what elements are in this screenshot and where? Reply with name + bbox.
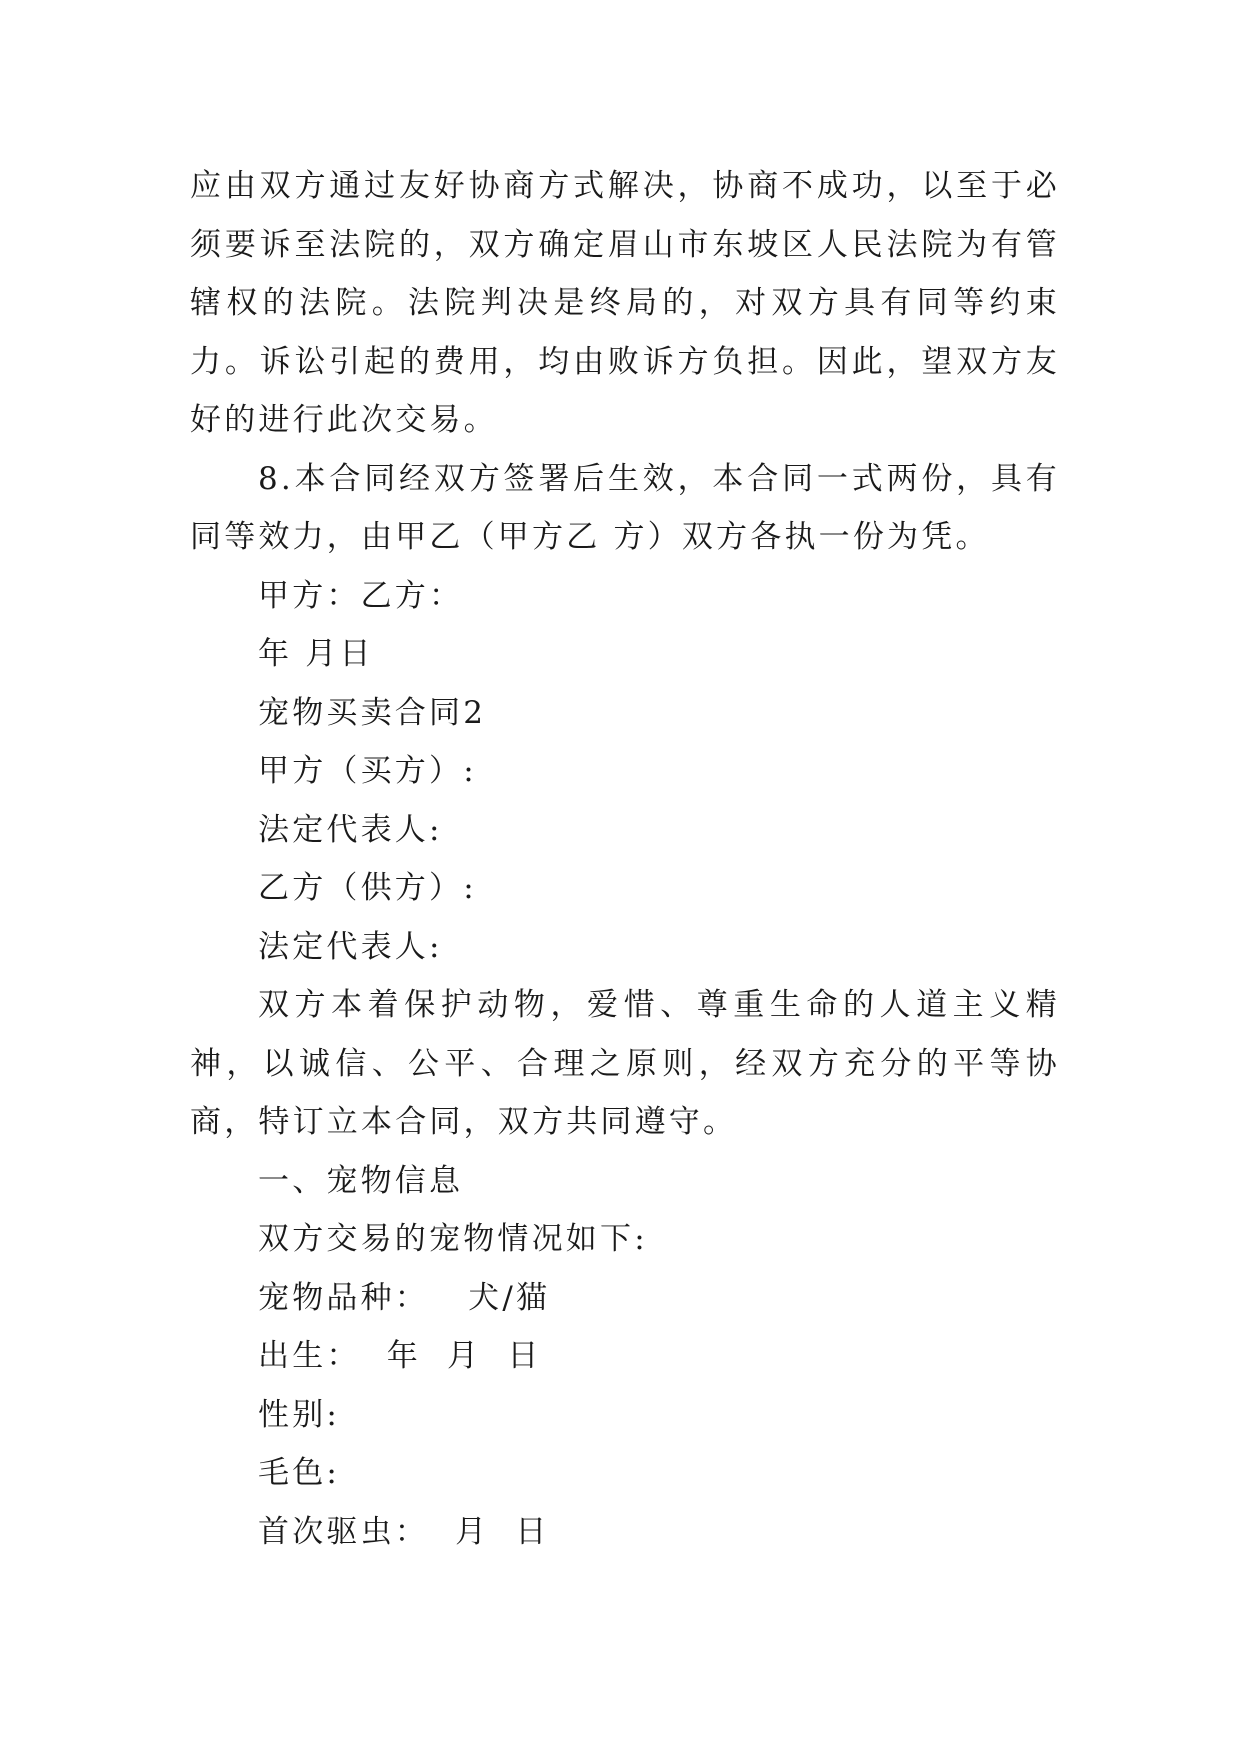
effective-clause-paragraph: 8.本合同经双方签署后生效，本合同一式两份，具有同等效力，由甲乙（甲方乙 方）双方各执一份为凭。: [190, 460, 1060, 555]
intro-paragraph: 双方本着保护动物，爱惜、尊重生命的人道主义精神，以诚信、公平、合理之原则，经双方充分的平等协商，特订立本合同，双方共同遵守。: [190, 987, 1060, 1140]
pet-deworm: 首次驱虫： 月 日: [258, 1513, 550, 1550]
signature-parties: 甲方：乙方：: [258, 577, 464, 614]
party-a-representative: 法定代表人:: [258, 811, 443, 848]
party-b-representative: 法定代表人:: [258, 928, 443, 965]
pet-birth: 出生： 年 月 日: [258, 1338, 542, 1374]
pet-sex: 性别:: [258, 1396, 341, 1433]
party-b-label: 乙方（供方）:: [258, 870, 477, 906]
pet-intro: 双方交易的宠物情况如下:: [258, 1221, 648, 1257]
document-body: [190, 157, 1060, 1561]
signature-date: 年 月日: [258, 636, 374, 672]
pet-breed: 宠物品种： 犬/猫: [258, 1279, 551, 1316]
section-1-title: 一、宠物信息: [258, 1162, 464, 1199]
pet-color: 毛色:: [258, 1455, 341, 1491]
contract-title: 宠物买卖合同2: [258, 694, 487, 731]
party-a-label: 甲方（买方）:: [258, 753, 477, 789]
dispute-clause-paragraph: 应由双方通过友好协商方式解决，协商不成功，以至于必须要诉至法院的，双方确定眉山市东坡区人民法院为有管辖权的法院。法院判决是终局的，对双方具有同等约束力。诉讼引起的费用，均由败诉方负担。因此，望双方友好的进行此次交易。: [190, 168, 1060, 438]
